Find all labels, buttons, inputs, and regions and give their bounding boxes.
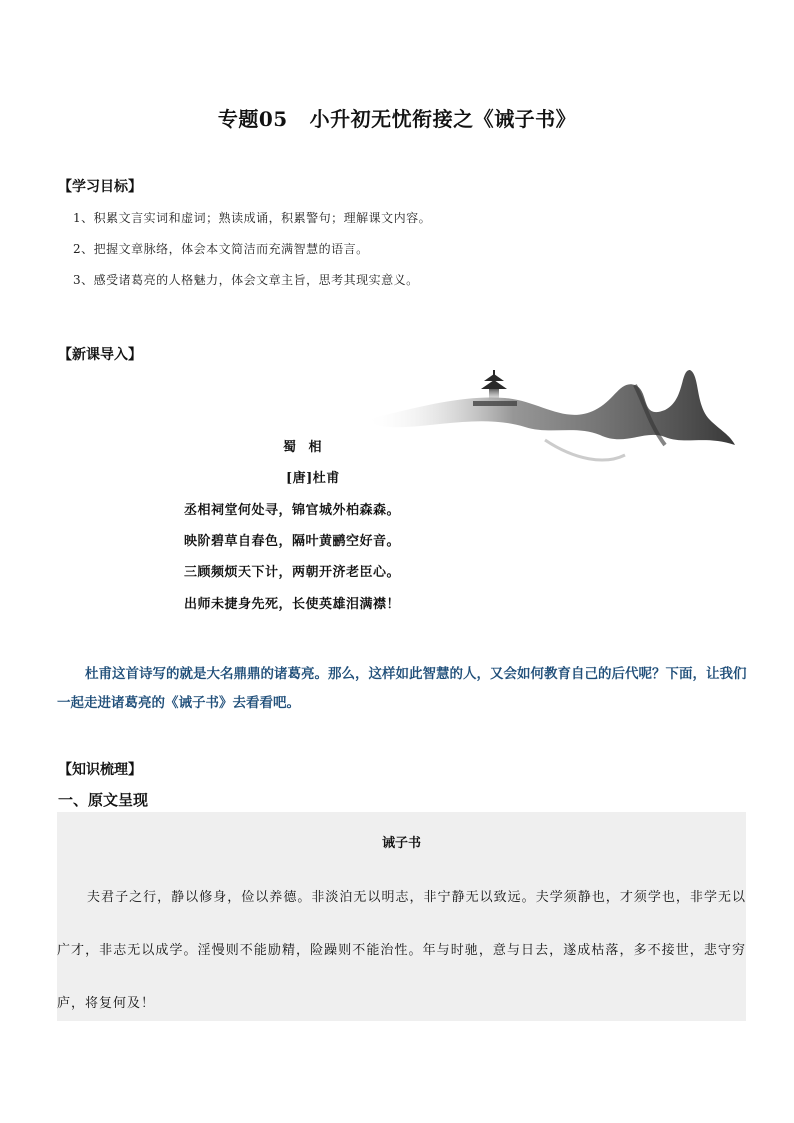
original-text-box [57,812,746,1021]
learning-goals-heading: 【学习目标】 [58,179,142,195]
intro-text: 杜甫这首诗写的就是大名鼎鼎的诸葛亮。那么，这样如此智慧的人，又会如何教育自己的后代呢？下面，让我们一起走进诸葛亮的《诫子书》去看看吧。 [57,666,747,711]
original-text-subheading: 一、原文呈现 [58,791,149,809]
poem-author: [唐]杜甫 [286,471,340,486]
intro-paragraph [57,660,747,718]
poem-line-3: 三顾频烦天下计，两朝开济老臣心。 [184,565,401,580]
poem-line-1: 丞相祠堂何处寻，锦官城外柏森森。 [184,503,401,518]
title-prefix: 专题05 [217,107,288,131]
text-title: 诫子书 [381,836,421,851]
poem-title: 蜀 相 [283,440,326,455]
title-main: 小升初无忧衔接之《诫子书》 [309,107,577,131]
goal-item-2: 2、把握文章脉络，体会本文简洁而充满智慧的语言。 [73,242,369,256]
goal-item-1: 1、积累文言实词和虚词；熟读成诵，积累警句；理解课文内容。 [73,211,432,225]
text-body: 夫君子之行，静以修身，俭以养德。非淡泊无以明志，非宁静无以致远。夫学须静也，才须学也，非学无以广才，非志无以成学。淫慢则不能励精，险躁则不能治性。年与时驰，意与日去，遂成枯落，多不接世，悲守穷庐，将复何及！ [57,890,746,1011]
poem-line-2: 映阶碧草自春色，隔叶黄鹂空好音。 [184,534,401,549]
page-title [0,103,794,132]
goal-item-3: 3、感受诸葛亮的人格魅力，体会文章主旨，思考其现实意义。 [73,273,419,287]
new-lesson-heading: 【新课导入】 [58,347,142,363]
knowledge-heading: 【知识梳理】 [58,762,142,778]
poem-line-4: 出师未捷身先死，长使英雄泪满襟！ [184,597,401,612]
ink-landscape-illustration [365,365,745,475]
text-body-paragraph [57,871,746,1030]
